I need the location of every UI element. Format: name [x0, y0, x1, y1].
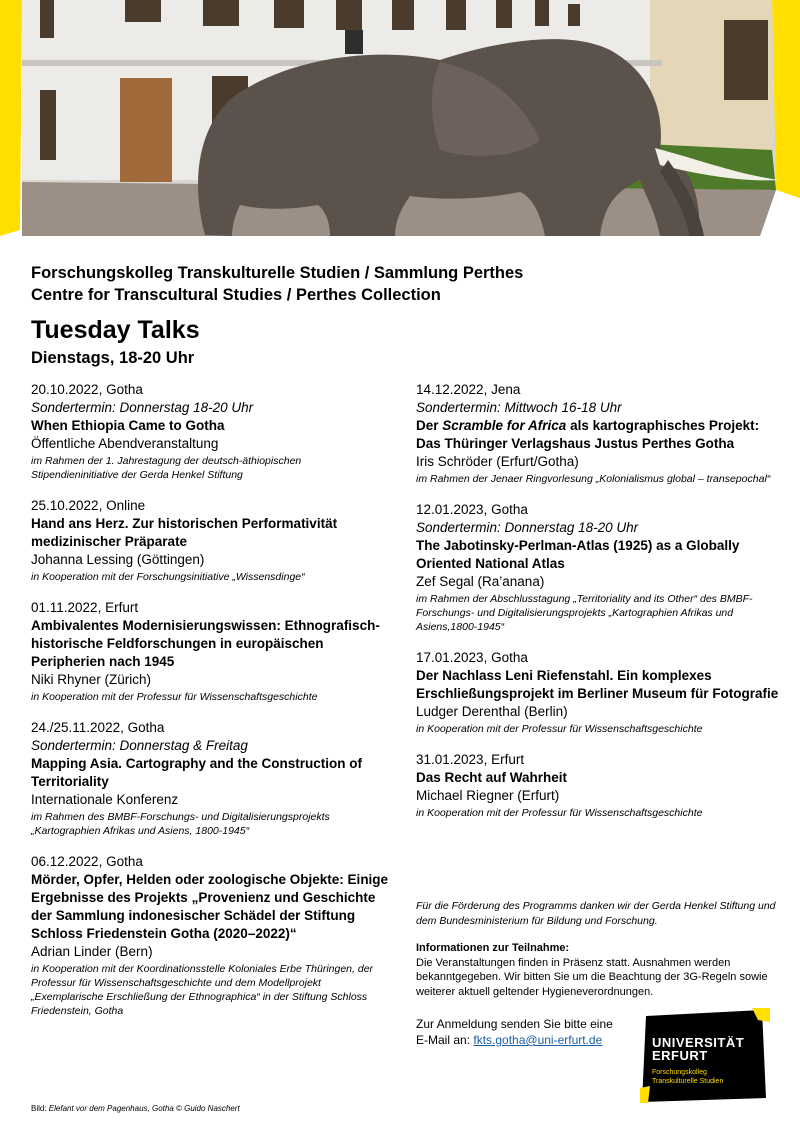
event-note: im Rahmen der Abschlusstagung „Territoriality and its Other“ des BMBF-Forschungs- und Digitalisierungsprojekts „Kartographien Afrikas und Asiens,1800-1945“ [416, 593, 753, 633]
event-item [31, 853, 391, 1018]
event-note: in Kooperation mit der Koordinationsstelle Koloniales Erbe Thüringen, der Professur für Wissenschaftsgeschichte und dem Modellprojekt „Exemplarische Erschließung der Ethnographica“ in der Stiftung Schloss Friedenstein, Gotha [31, 963, 374, 1017]
hero-photo [0, 0, 800, 256]
registration-line: Zur Anmeldung senden Sie bitte eine [416, 1017, 613, 1031]
event-note: in Kooperation mit der Professur für Wissenschaftsgeschichte [416, 723, 703, 735]
event-title: Das Recht auf Wahrheit [416, 770, 568, 785]
logo-text [652, 1036, 744, 1086]
event-speaker: Ludger Derenthal (Berlin) [416, 704, 568, 719]
header [31, 262, 771, 369]
page-title: Tuesday Talks [31, 316, 200, 344]
event-speaker: Michael Riegner (Erfurt) [416, 788, 560, 803]
logo-line-3: Forschungskolleg [652, 1069, 707, 1076]
event-speaker: Johanna Lessing (Göttingen) [31, 552, 205, 567]
university-logo [640, 1008, 770, 1103]
event-special-date: Sondertermin: Mittwoch 16-18 Uhr [416, 400, 622, 415]
elephant-photo [0, 0, 800, 256]
event-note: in Kooperation mit der Professur für Wissenschaftsgeschichte [416, 807, 703, 819]
event-special-date: Sondertermin: Donnerstag 18-20 Uhr [416, 520, 639, 535]
registration-email-line [416, 1032, 656, 1048]
funding-thanks: Für die Förderung des Programms danken wir der Gerda Henkel Stiftung und dem Bundesministerium für Bildung und Forschung. [416, 900, 776, 927]
logo-line-2: ERFURT [652, 1048, 708, 1063]
event-item [416, 381, 781, 486]
events-right-column [416, 381, 781, 835]
event-type: Öffentliche Abendveranstaltung [31, 436, 219, 451]
event-date: 12.01.2023, Gotha [416, 502, 528, 517]
participation-info [416, 941, 786, 999]
event-item [31, 497, 391, 584]
event-speaker: Niki Rhyner (Zürich) [31, 672, 152, 687]
events-left-column [31, 381, 391, 1033]
event-item [416, 501, 781, 634]
org-name-en: Centre for Transcultural Studies / Perthes Collection [31, 286, 441, 304]
event-date: 24./25.11.2022, Gotha [31, 720, 165, 735]
event-speaker: Zef Segal (Ra’anana) [416, 574, 545, 589]
event-title [416, 417, 781, 453]
event-title: When Ethiopia Came to Gotha [31, 418, 225, 433]
org-name-de: Forschungskolleg Transkulturelle Studien / Sammlung Perthes [31, 264, 524, 282]
event-item [31, 599, 391, 704]
event-title: Mörder, Opfer, Helden oder zoologische Objekte: Einige Ergebnisse des Projekts „Provenienz und Geschichte der Sammlung indonesischer Schädel der Stiftung Schloss Friedenstein Gotha (2020–2022)“ [31, 872, 389, 941]
credit-text: Elefant vor dem Pagenhaus, Gotha © Guido Naschert [48, 1104, 240, 1113]
event-date: 14.12.2022, Jena [416, 382, 521, 397]
event-date: 17.01.2023, Gotha [416, 650, 528, 665]
info-text: Die Veranstaltungen finden in Präsenz statt. Ausnahmen werden bekanntgegeben. Wir bitten Sie um die Beachtung der 3G-Regeln sowie weiterer aktuell geltender Hygieneverordnungen. [416, 956, 768, 998]
event-note: im Rahmen der 1. Jahrestagung der deutsch-äthiopischen Stipendieninitiative der Gerda Henkel Stiftung [31, 455, 302, 481]
registration-info [416, 1016, 656, 1048]
event-title: Ambivalentes Modernisierungswissen: Ethnografisch-historische Feldforschungen in europäischen Peripherien nach 1945 [31, 618, 380, 669]
credit-prefix: Bild: [31, 1104, 49, 1113]
event-title: Der Nachlass Leni Riefenstahl. Ein komplexes Erschließungsprojekt im Berliner Museum für Fotografie [416, 668, 779, 701]
image-credit [31, 1104, 240, 1114]
event-item [31, 381, 391, 482]
event-note: im Rahmen der Jenaer Ringvorlesung „Kolonialismus global – transepochal“ [416, 473, 771, 485]
event-title-part: als kartographisches Projekt: Das Thüringer Verlagshaus Justus Perthes Gotha [416, 418, 760, 451]
event-speaker: Adrian Linder (Bern) [31, 944, 153, 959]
page-subtitle: Dienstags, 18-20 Uhr [31, 349, 195, 367]
event-date: 31.01.2023, Erfurt [416, 752, 525, 767]
event-speaker: Iris Schröder (Erfurt/Gotha) [416, 454, 579, 469]
event-note: in Kooperation mit der Professur für Wissenschaftsgeschichte [31, 691, 318, 703]
event-title-emphasis: Scramble for Africa [442, 418, 567, 433]
event-title-part: Der [416, 418, 443, 433]
logo-line-4: Transkulturelle Studien [652, 1078, 724, 1085]
event-note: in Kooperation mit der Forschungsinitiative „Wissensdinge“ [31, 571, 305, 583]
event-date: 01.11.2022, Erfurt [31, 600, 139, 615]
event-special-date: Sondertermin: Donnerstag 18-20 Uhr [31, 400, 254, 415]
event-date: 20.10.2022, Gotha [31, 382, 143, 397]
info-heading: Informationen zur Teilnahme: [416, 942, 570, 954]
event-type: Internationale Konferenz [31, 792, 179, 807]
event-item [416, 649, 781, 736]
event-item [416, 751, 781, 820]
event-title: The Jabotinsky-Perlman-Atlas (1925) as a Globally Oriented National Atlas [416, 538, 740, 571]
event-item [31, 719, 391, 838]
email-link[interactable]: fkts.gotha@uni-erfurt.de [473, 1033, 603, 1047]
event-date: 06.12.2022, Gotha [31, 854, 143, 869]
logo-line-1: UNIVERSITÄT [652, 1035, 745, 1050]
event-title: Mapping Asia. Cartography and the Construction of Territoriality [31, 756, 363, 789]
email-prefix: E-Mail an: [416, 1033, 474, 1047]
event-title: Hand ans Herz. Zur historischen Performativität medizinischer Präparate [31, 516, 338, 549]
event-date: 25.10.2022, Online [31, 498, 146, 513]
event-note: im Rahmen des BMBF-Forschungs- und Digitalisierungsprojekts „Kartographien Afrikas und Asiens, 1800-1945“ [31, 811, 330, 837]
event-special-date: Sondertermin: Donnerstag & Freitag [31, 738, 248, 753]
